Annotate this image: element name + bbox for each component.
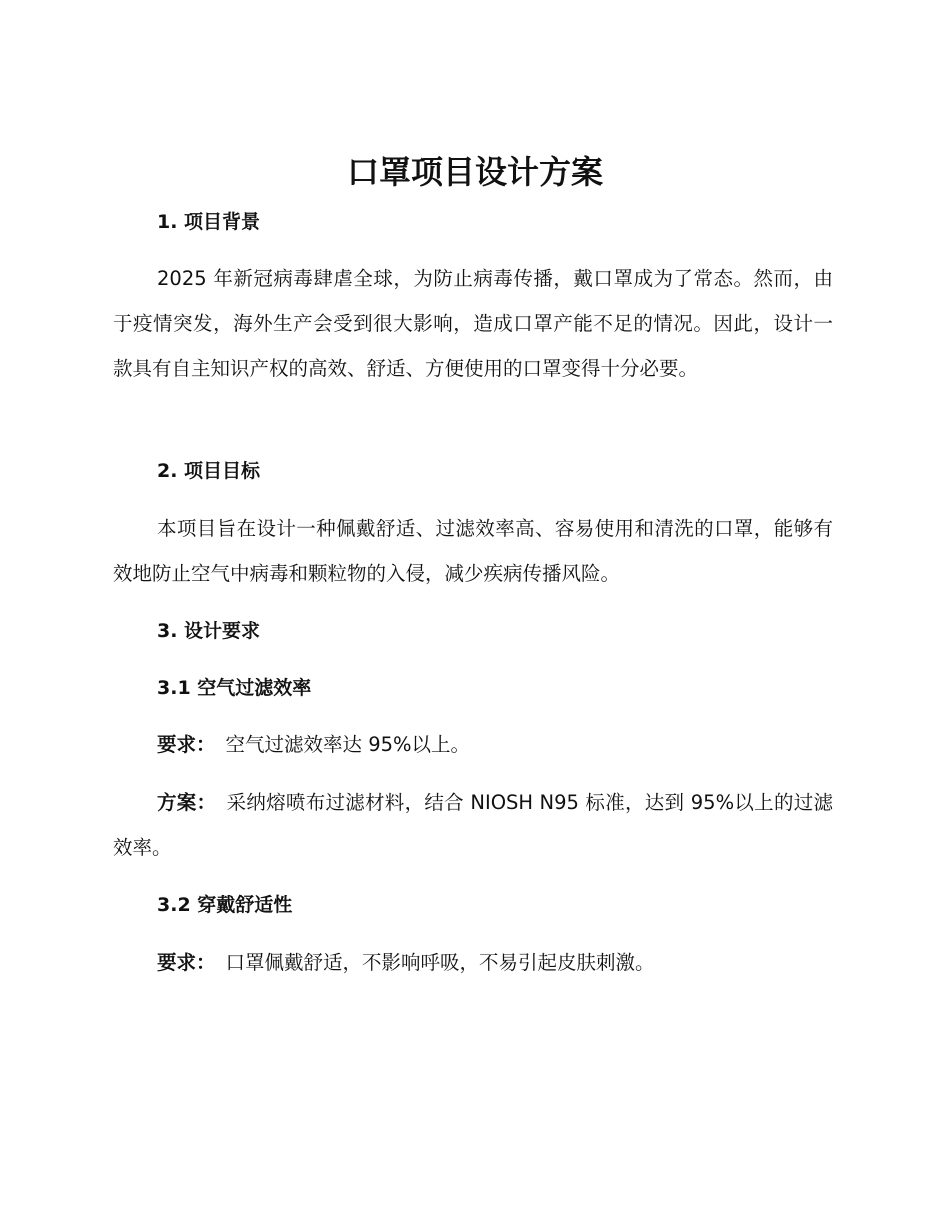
requirement-label: 要求：	[157, 733, 216, 756]
section-heading-requirements: 3. 设计要求	[157, 620, 261, 642]
requirement-text: 空气过滤效率达 95%以上。	[225, 733, 471, 756]
section-heading-background: 1. 项目背景	[157, 211, 261, 233]
filtration-requirement	[113, 722, 833, 767]
document-title: 口罩项目设计方案	[346, 153, 603, 191]
solution-text: 采纳熔喷布过滤材料，结合 NIOSH N95 标准，达到 95%以上的过滤效率。	[113, 791, 833, 859]
requirement-label: 要求：	[157, 951, 216, 974]
solution-label: 方案：	[157, 791, 217, 814]
requirement-text: 口罩佩戴舒适，不影响呼吸，不易引起皮肤刺激。	[225, 951, 655, 974]
goal-paragraph: 本项目旨在设计一种佩戴舒适、过滤效率高、容易使用和清洗的口罩，能够有效地防止空气中病毒和颗粒物的入侵，减少疾病传播风险。	[113, 517, 833, 585]
background-paragraph: 2025 年新冠病毒肆虐全球，为防止病毒传播，戴口罩成为了常态。然而，由于疫情突发，海外生产会受到很大影响，造成口罩产能不足的情况。因此，设计一款具有自主知识产权的高效、舒适、方便使用的口罩变得十分必要。	[113, 267, 833, 380]
filtration-solution	[113, 780, 833, 870]
subsection-heading-filtration: 3.1 空气过滤效率	[157, 677, 312, 699]
comfort-requirement	[113, 940, 833, 985]
section-heading-goal: 2. 项目目标	[157, 460, 261, 482]
subsection-heading-comfort: 3.2 穿戴舒适性	[157, 894, 293, 916]
